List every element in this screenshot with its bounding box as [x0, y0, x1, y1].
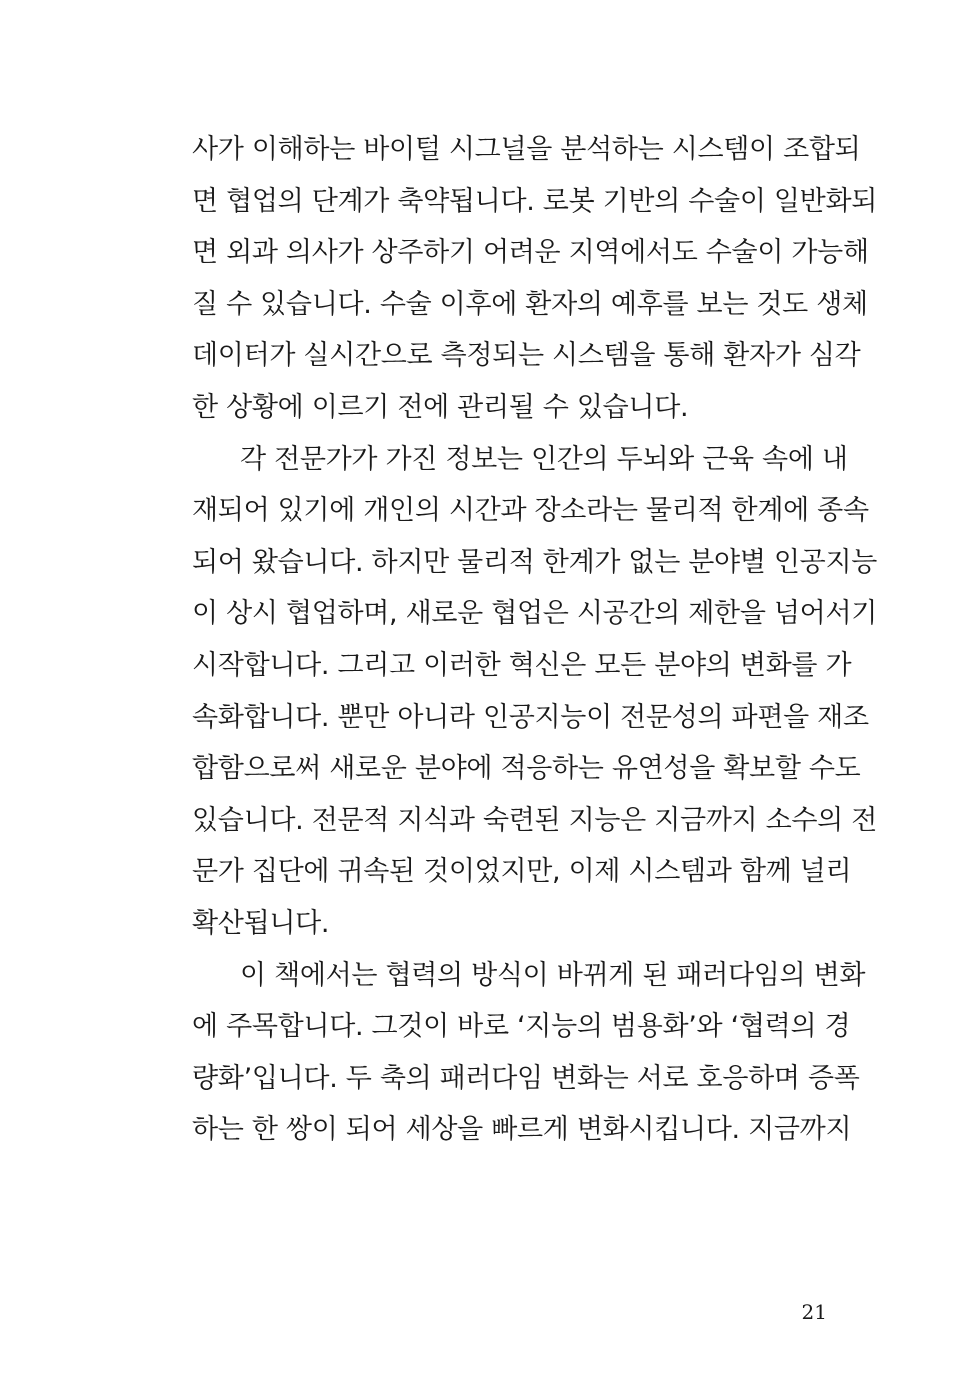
text-line: 속화합니다. 뿐만 아니라 인공지능이 전문성의 파편을 재조 — [192, 701, 869, 733]
text-line: 시작합니다. 그리고 이러한 혁신은 모든 분야의 변화를 가 — [192, 649, 852, 681]
text-line: 하는 한 쌍이 되어 세상을 빠르게 변화시킵니다. 지금까지 — [192, 1114, 852, 1146]
text-line: 이 상시 협업하며, 새로운 협업은 시공간의 제한을 넘어서기 — [192, 598, 878, 630]
text-line: 각 전문가가 가진 정보는 인간의 두뇌와 근육 속에 내 — [240, 443, 848, 475]
text-line: 사가 이해하는 바이털 시그널을 분석하는 시스템이 조합되 — [192, 134, 861, 165]
page-number: 21 — [801, 1300, 827, 1324]
text-line: 량화’입니다. 두 축의 패러다임 변화는 서로 호응하며 증폭 — [192, 1062, 860, 1094]
body-text — [192, 124, 878, 1156]
text-line: 있습니다. 전문적 지식과 숙련된 지능은 지금까지 소수의 전 — [192, 804, 878, 836]
text-line: 되어 왔습니다. 하지만 물리적 한계가 없는 분야별 인공지능 — [192, 546, 878, 578]
text-line: 재되어 있기에 개인의 시간과 장소라는 물리적 한계에 종속 — [192, 495, 869, 527]
text-line: 면 협업의 단계가 축약됩니다. 로봇 기반의 수술이 일반화되 — [192, 185, 878, 217]
text-line: 질 수 있습니다. 수술 이후에 환자의 예후를 보는 것도 생체 — [192, 288, 868, 320]
text-line: 이 책에서는 협력의 방식이 바뀌게 된 패러다임의 변화 — [240, 959, 866, 991]
text-line: 면 외과 의사가 상주하기 어려운 지역에서도 수술이 가능해 — [192, 237, 869, 269]
text-line: 문가 집단에 귀속된 것이었지만, 이제 시스템과 함께 널리 — [192, 856, 852, 888]
text-line: 데이터가 실시간으로 측정되는 시스템을 통해 환자가 심각 — [192, 340, 861, 372]
text-line: 한 상황에 이르기 전에 관리될 수 있습니다. — [192, 391, 689, 423]
text-line: 에 주목합니다. 그것이 바로 ‘지능의 범용화’와 ‘협력의 경 — [192, 1011, 851, 1043]
text-line: 합함으로써 새로운 분야에 적응하는 유연성을 확보할 수도 — [192, 753, 861, 785]
text-line: 확산됩니다. — [192, 907, 330, 939]
